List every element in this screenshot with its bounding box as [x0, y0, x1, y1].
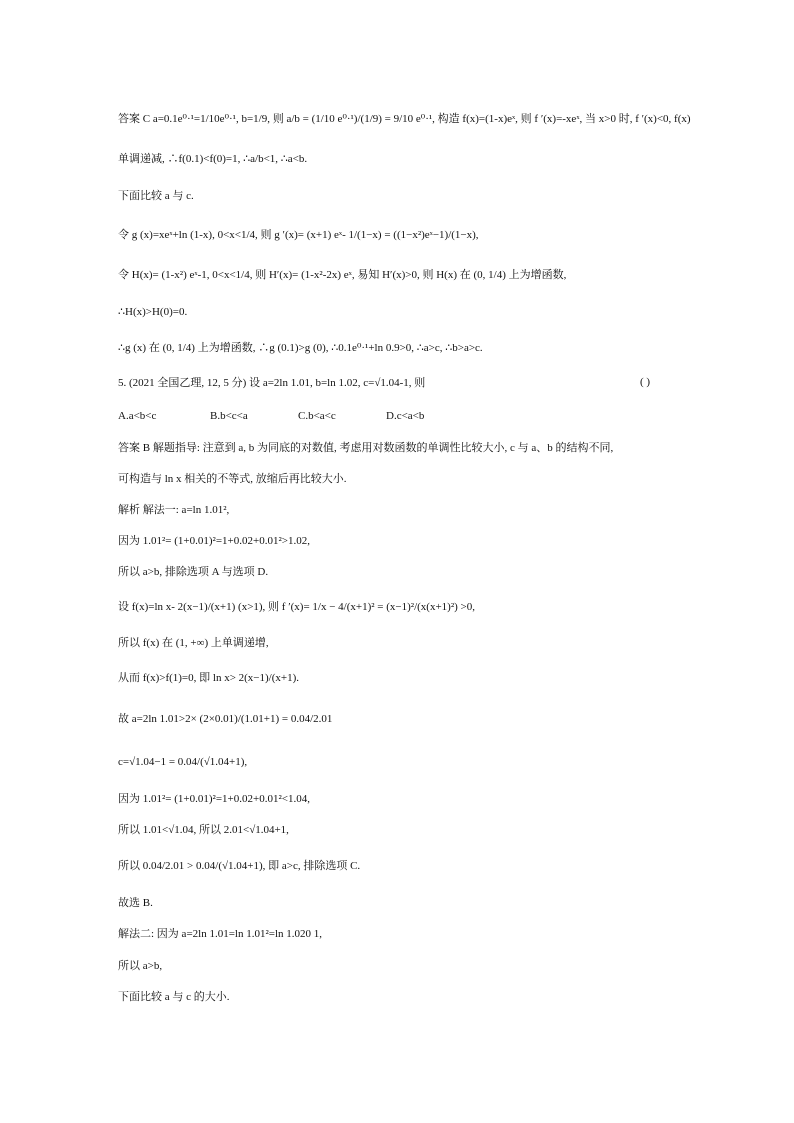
q5-solution-line-10: 所以 1.01<√1.04, 所以 2.01<√1.04+1,	[118, 824, 289, 836]
answer-line-7: ∴g (x) 在 (0, 1/4) 上为增函数, ∴g (0.1)>g (0), ∴0.1e⁰·¹+ln 0.9>0, ∴a>c, ∴b>a>c.	[118, 342, 483, 354]
option-a: A.a<b<c	[118, 410, 157, 422]
q5-solution-line-3: 所以 a>b, 排除选项 A 与选项 D.	[118, 566, 269, 578]
q5-solution-line-7: 故 a=2ln 1.01>2× (2×0.01)/(1.01+1) = 0.04/2.01	[118, 713, 333, 725]
option-d: D.c<a<b	[386, 410, 425, 422]
q5-solution-line-2: 因为 1.01²= (1+0.01)²=1+0.02+0.01²>1.02,	[118, 535, 310, 547]
option-b: B.b<c<a	[210, 410, 248, 422]
option-c: C.b<a<c	[298, 410, 336, 422]
q5-solution-line-6: 从而 f(x)>f(1)=0, 即 ln x> 2(x−1)/(x+1).	[118, 672, 300, 684]
answer-line-4: 令 g (x)=xeˣ+ln (1-x), 0<x<1/4, 则 g ′(x)= (x+1) eˣ- 1/(1−x) = ((1−x²)eˣ−1)/(1−x),	[118, 229, 479, 241]
q5-answer-line-1: 答案 B 解题指导: 注意到 a, b 为同底的对数值, 考虑用对数函数的单调性比较大小, c 与 a、b 的结构不同,	[118, 442, 614, 454]
q5-answer-line-2: 可构造与 ln x 相关的不等式, 放缩后再比较大小.	[118, 473, 347, 485]
q5-solution-line-12: 故选 B.	[118, 897, 153, 909]
answer-line-3: 下面比较 a 与 c.	[118, 190, 194, 202]
q5-solution-line-15: 下面比较 a 与 c 的大小.	[118, 991, 230, 1003]
answer-line-1: 答案 C a=0.1e⁰·¹=1/10e⁰·¹, b=1/9, 则 a/b = (1/10 e⁰·¹)/(1/9) = 9/10 e⁰·¹, 构造 f(x)=(1-x)eˣ, 则 f ′(x)=-xeˣ, 当 x>0 时, f ′(x)<0, f(x)	[118, 113, 691, 125]
q5-solution-line-5: 所以 f(x) 在 (1, +∞) 上单调递增,	[118, 637, 269, 649]
answer-paren: ( )	[640, 376, 651, 388]
answer-line-5: 令 H(x)= (1-x²) eˣ-1, 0<x<1/4, 则 H′(x)= (1-x²-2x) eˣ, 易知 H′(x)>0, 则 H(x) 在 (0, 1/4) 上为增函数,	[118, 269, 567, 281]
question-5-options	[118, 409, 688, 423]
q5-solution-line-8: c=√1.04−1 = 0.04/(√1.04+1),	[118, 756, 248, 768]
q5-solution-line-14: 所以 a>b,	[118, 960, 163, 972]
q5-solution-line-13: 解法二: 因为 a=2ln 1.01=ln 1.01²=ln 1.020 1,	[118, 928, 323, 940]
answer-line-6: ∴H(x)>H(0)=0.	[118, 306, 188, 318]
q5-solution-line-9: 因为 1.01²= (1+0.01)²=1+0.02+0.01²<1.04,	[118, 793, 310, 805]
q5-solution-line-11: 所以 0.04/2.01 > 0.04/(√1.04+1), 即 a>c, 排除选项 C.	[118, 860, 361, 872]
answer-line-2: 单调递减, ∴f(0.1)<f(0)=1, ∴a/b<1, ∴a<b.	[118, 153, 308, 165]
q5-solution-line-4: 设 f(x)=ln x- 2(x−1)/(x+1) (x>1), 则 f ′(x)= 1/x − 4/(x+1)² = (x−1)²/(x(x+1)²) >0,	[118, 601, 475, 613]
q5-solution-line-1: 解析 解法一: a=ln 1.01²,	[118, 504, 230, 516]
question-5-stem: 5. (2021 全国乙理, 12, 5 分) 设 a=2ln 1.01, b=ln 1.02, c=√1.04-1, 则	[118, 377, 426, 389]
